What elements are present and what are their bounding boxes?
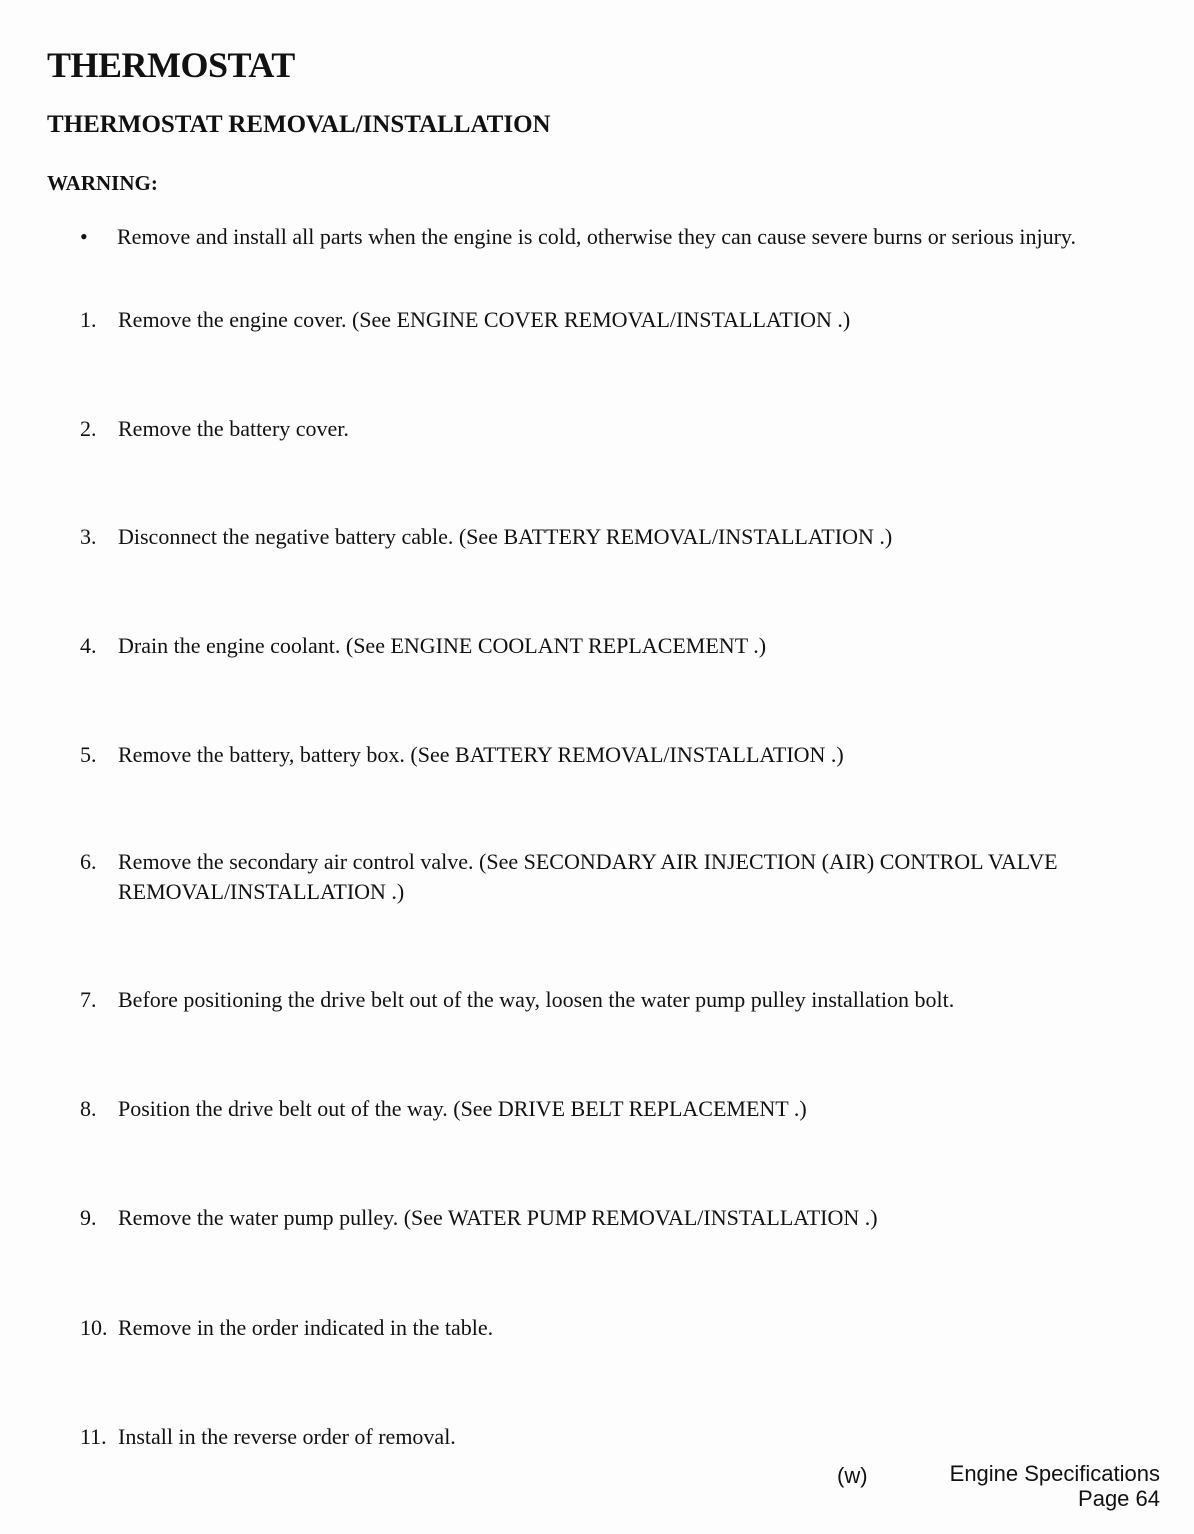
step-text: Install in the reverse order of removal. bbox=[118, 1424, 456, 1449]
warning-label: WARNING: bbox=[47, 171, 158, 195]
step-number: 9. bbox=[80, 1205, 97, 1230]
step-text: Drain the engine coolant. (See ENGINE COOLANT REPLACEMENT .) bbox=[118, 633, 767, 658]
step-number: 7. bbox=[80, 987, 97, 1012]
step-item bbox=[80, 1422, 1080, 1452]
step-number: 5. bbox=[80, 742, 97, 767]
warning-bullet-text: Remove and install all parts when the engine is cold, otherwise they can cause severe burns or serious injury. bbox=[117, 224, 1076, 249]
step-text: Remove the battery cover. bbox=[118, 416, 349, 441]
step-number: 3. bbox=[80, 524, 97, 549]
step-number: 6. bbox=[80, 849, 97, 874]
step-number: 2. bbox=[80, 416, 97, 441]
step-text: Remove the secondary air control valve. (See SECONDARY AIR INJECTION (AIR) CONTROL VALVE REMOVAL/INSTALLATION .) bbox=[118, 849, 1058, 904]
warning-bullet-item bbox=[80, 222, 1120, 252]
step-text: Remove the battery, battery box. (See BATTERY REMOVAL/INSTALLATION .) bbox=[118, 742, 844, 767]
step-text: Position the drive belt out of the way. (See DRIVE BELT REPLACEMENT .) bbox=[118, 1096, 807, 1121]
footer-code: (w) bbox=[837, 1463, 868, 1488]
step-item bbox=[80, 740, 1080, 770]
step-item bbox=[80, 522, 1080, 552]
step-item bbox=[80, 1313, 1080, 1343]
step-item bbox=[80, 414, 1080, 444]
footer-block bbox=[950, 1461, 1160, 1511]
step-item bbox=[80, 305, 1080, 335]
section-subtitle: THERMOSTAT REMOVAL/INSTALLATION bbox=[47, 111, 551, 138]
step-text: Remove in the order indicated in the table. bbox=[118, 1315, 494, 1340]
step-number: 10. bbox=[80, 1315, 108, 1340]
step-number: 8. bbox=[80, 1096, 97, 1121]
step-number: 1. bbox=[80, 307, 97, 332]
step-item bbox=[80, 985, 1080, 1015]
step-text: Before positioning the drive belt out of the way, loosen the water pump pulley installation bolt. bbox=[118, 987, 955, 1012]
step-number: 11. bbox=[80, 1424, 107, 1449]
step-item bbox=[80, 631, 1080, 661]
bullet-icon: • bbox=[80, 224, 88, 249]
footer-section-title: Engine Specifications bbox=[949, 1461, 1160, 1486]
footer-page-number: Page 64 bbox=[1078, 1486, 1160, 1511]
step-number: 4. bbox=[80, 633, 97, 658]
step-text: Disconnect the negative battery cable. (See BATTERY REMOVAL/INSTALLATION .) bbox=[118, 524, 893, 549]
step-item bbox=[80, 1203, 1080, 1233]
step-text: Remove the engine cover. (See ENGINE COVER REMOVAL/INSTALLATION .) bbox=[118, 307, 851, 332]
step-text: Remove the water pump pulley. (See WATER PUMP REMOVAL/INSTALLATION .) bbox=[118, 1205, 878, 1230]
step-item bbox=[80, 1094, 1080, 1124]
page-title: THERMOSTAT bbox=[47, 45, 295, 85]
step-item bbox=[80, 847, 1080, 907]
